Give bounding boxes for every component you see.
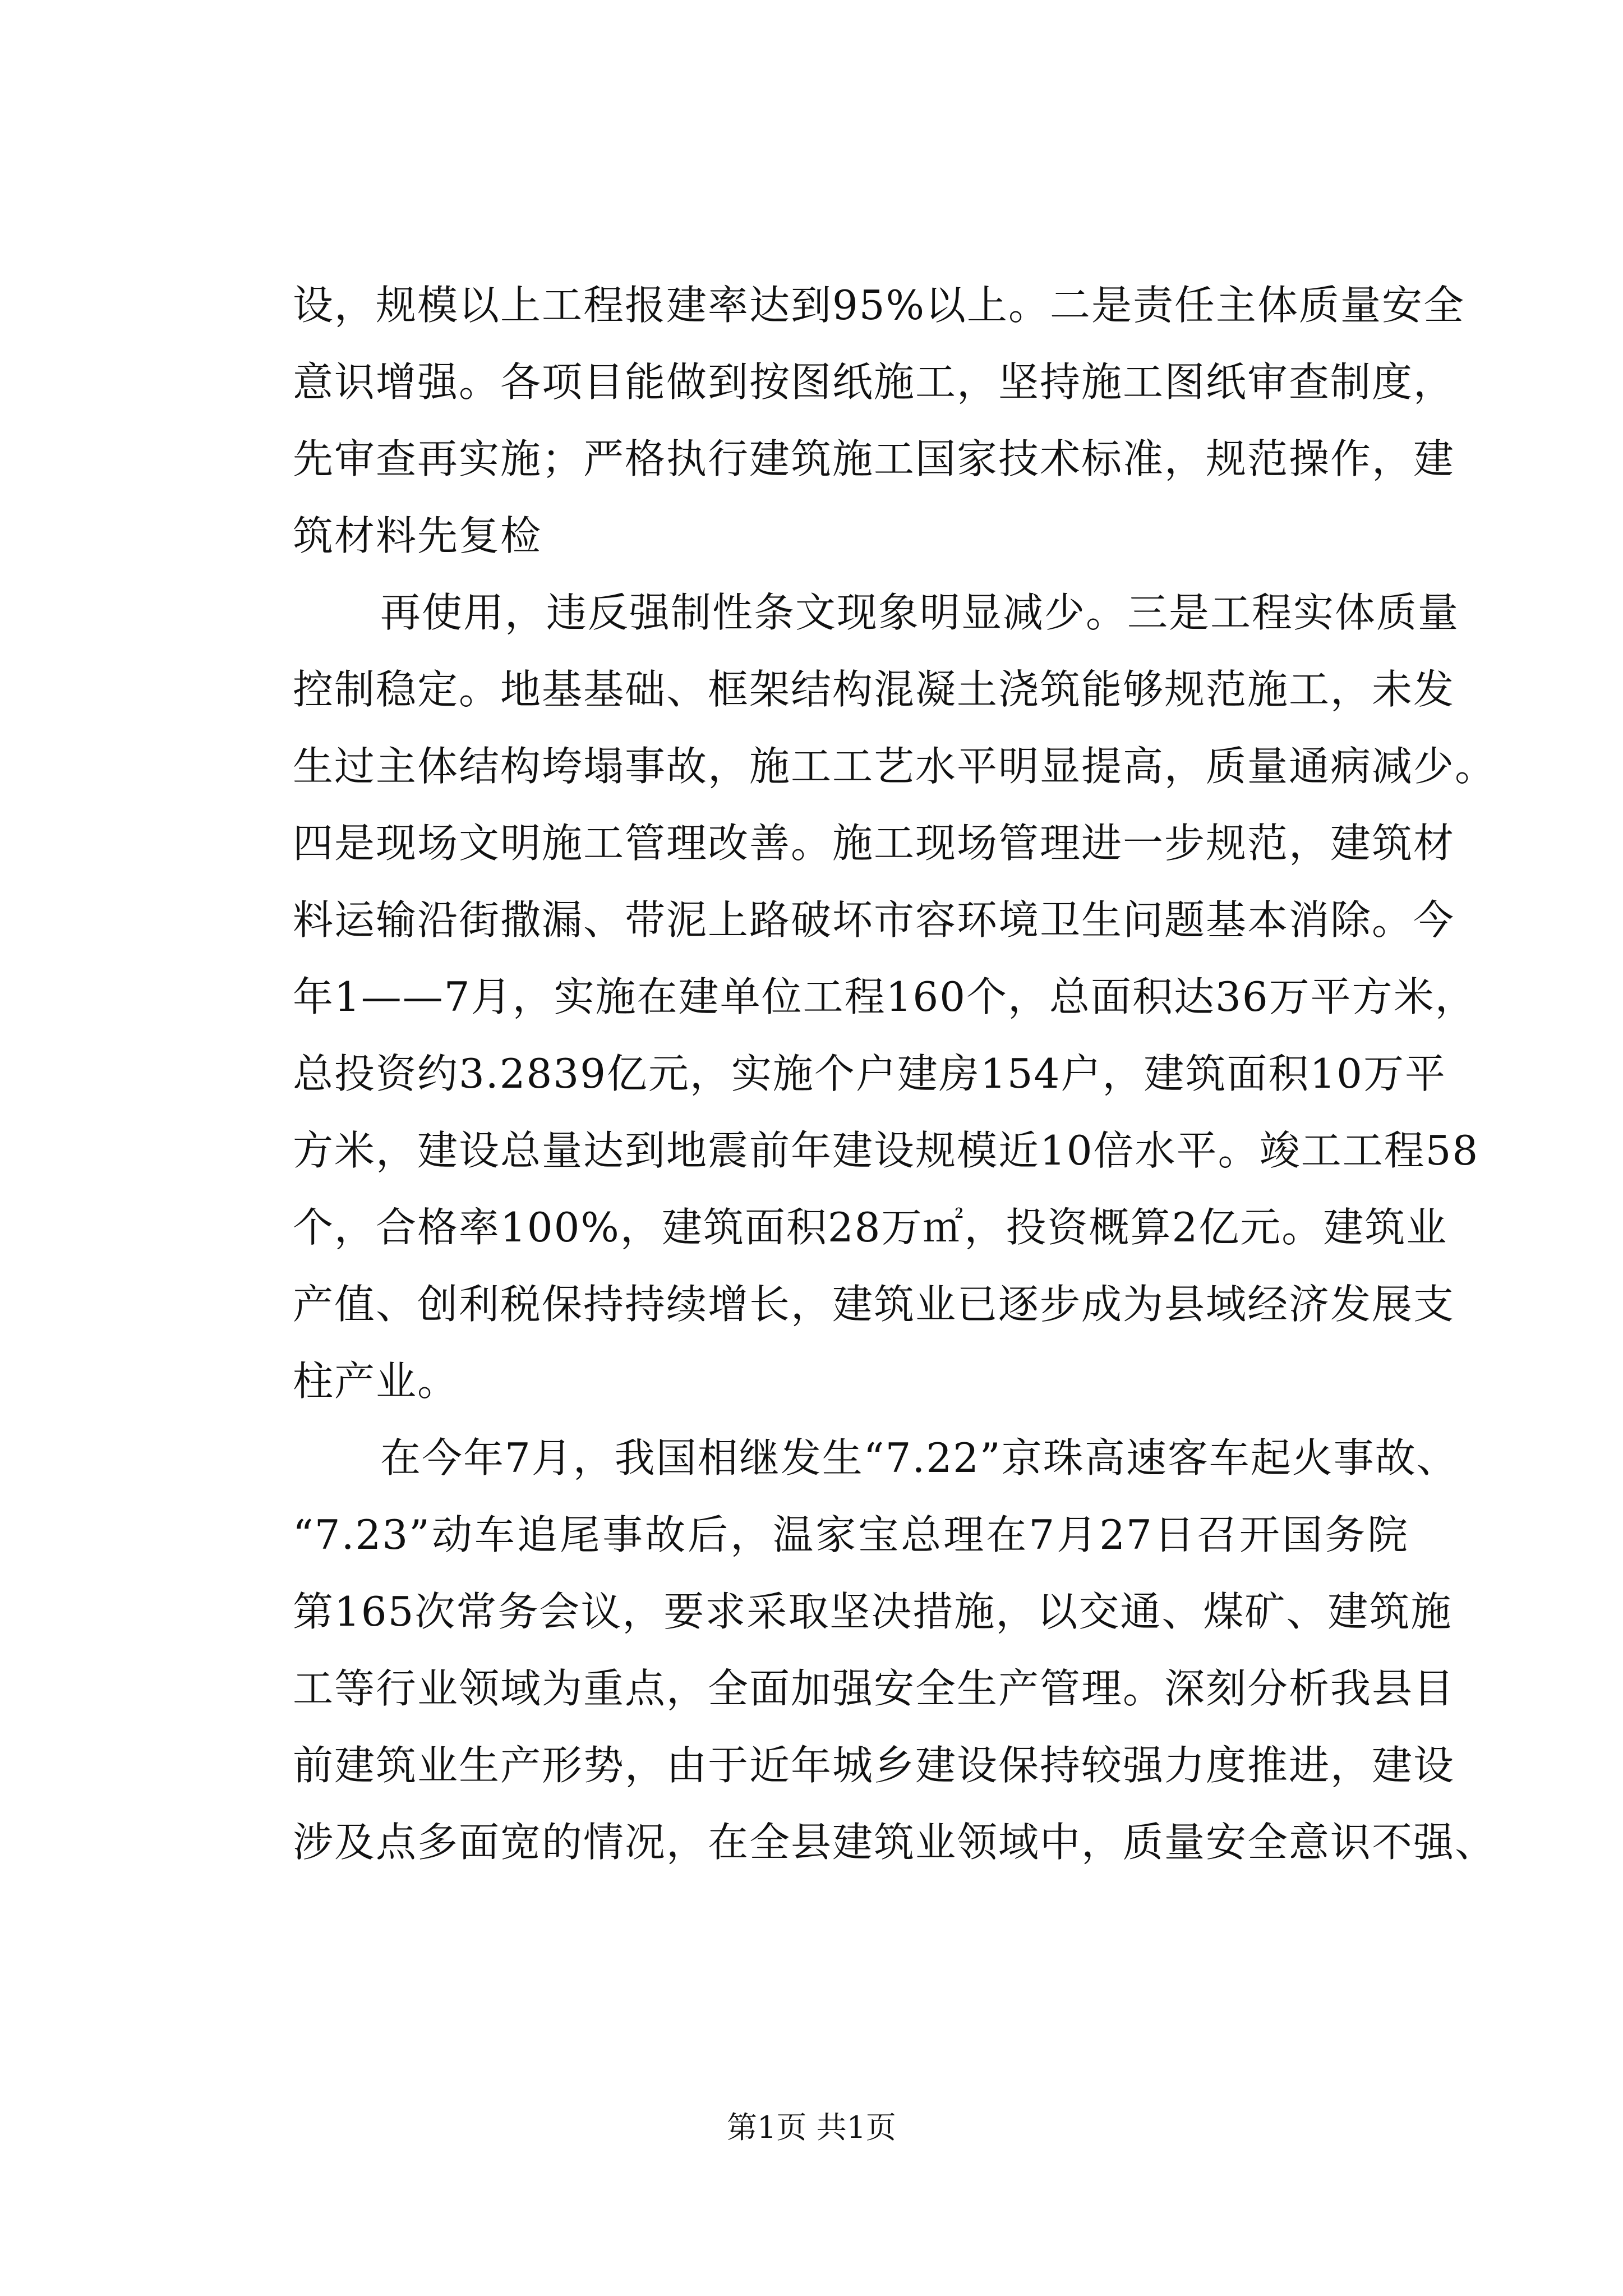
text-line: 意识增强。各项目能做到按图纸施工，坚持施工图纸审查制度， — [293, 358, 1455, 406]
paragraph — [293, 1420, 1497, 1881]
text-line: 料运输沿街撒漏、带泥上路破坏市容环境卫生问题基本消除。今 — [293, 896, 1455, 944]
text-line: 再使用，违反强制性条文现象明显减少。三是工程实体质量 — [380, 589, 1460, 636]
text-line: 设，规模以上工程报建率达到95%以上。二是责任主体质量安全 — [293, 282, 1465, 329]
text-line: 年1——7月，实施在建单位工程160个，总面积达36万平方米， — [293, 973, 1477, 1020]
text-line: 总投资约3.2839亿元，实施个户建房154户，建筑面积10万平 — [293, 1050, 1446, 1097]
text-line: 柱产业。 — [293, 1358, 459, 1405]
text-line: 涉及点多面宽的情况，在全县建筑业领域中，质量安全意识不强、 — [293, 1819, 1497, 1866]
text-line: 生过主体结构垮塌事故，施工工艺水平明显提高，质量通病减少。 — [293, 743, 1497, 790]
paragraph — [293, 574, 1497, 1420]
text-line: 前建筑业生产形势，由于近年城乡建设保持较强力度推进，建设 — [293, 1742, 1455, 1789]
page-number-label: 第1页 共1页 — [727, 2110, 896, 2145]
text-line: 个，合格率100%，建筑面积28万㎡，投资概算2亿元。建筑业 — [293, 1204, 1448, 1251]
text-line: “7.23”动车追尾事故后，温家宝总理在7月27日召开国务院 — [293, 1511, 1409, 1558]
text-line: 方米，建设总量达到地震前年建设规模近10倍水平。竣工工程58 — [293, 1127, 1479, 1174]
text-line: 四是现场文明施工管理改善。施工现场管理进一步规范，建筑材 — [293, 820, 1455, 867]
text-line: 在今年7月，我国相继发生“7.22”京珠高速客车起火事故、 — [380, 1434, 1458, 1481]
page-footer — [0, 2108, 1623, 2147]
text-line: 第165次常务会议，要求采取坚决措施，以交通、煤矿、建筑施 — [293, 1588, 1453, 1635]
text-line: 工等行业领域为重点，全面加强安全生产管理。深刻分析我县目 — [293, 1665, 1455, 1712]
text-line: 控制稳定。地基基础、框架结构混凝土浇筑能够规范施工，未发 — [293, 666, 1455, 713]
text-line: 先审查再实施；严格执行建筑施工国家技术标准，规范操作，建 — [293, 435, 1455, 482]
document-body — [293, 267, 1497, 1881]
text-line: 筑材料先复检 — [293, 512, 542, 559]
paragraph — [293, 267, 1465, 574]
text-line: 产值、创利税保持持续增长，建筑业已逐步成为县域经济发展支 — [293, 1281, 1455, 1328]
